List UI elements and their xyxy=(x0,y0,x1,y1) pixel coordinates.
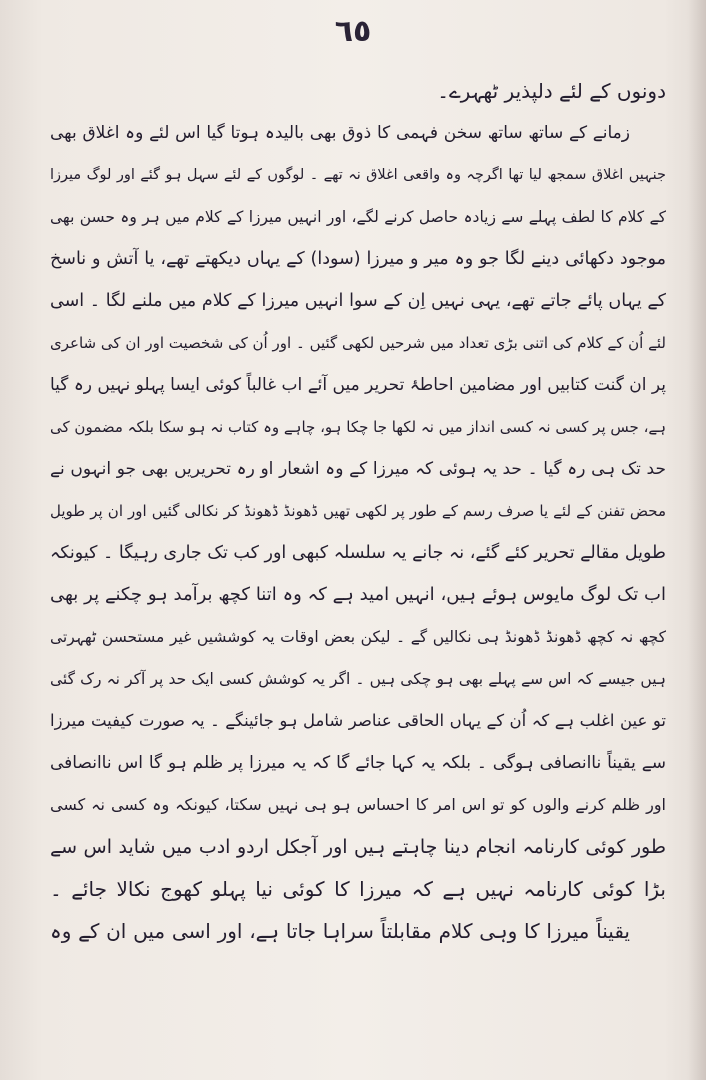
text-line: اب تک لوگ مایوس ہوئے ہیں، انہیں امید ہے کہ وہ اتنا کچھ برآمد ہو چکنے پر بھی xyxy=(50,584,666,605)
text-line: کے یہاں پائے جاتے تھے، یہی نہیں اِن کے سوا انہیں میرزا کے کلام میں ملنے لگا ۔ اسی xyxy=(50,291,666,311)
text-line: طور کوئی کارنامہ انجام دینا چاہتے ہیں اور آجکل اردو ادب میں شاید اس سے xyxy=(50,836,666,858)
text-line: لئے اُن کے کلام کی اتنی بڑی تعداد میں شرحیں لکھی گئیں ۔ اور اُن کی شخصیت اور ان کی شاعری xyxy=(50,334,666,352)
text-line: طویل مقالے تحریر کئے گئے، نہ جانے یہ سلسلہ کبھی اور کب تک جاری رہیگا ۔ کیونکہ xyxy=(50,543,666,563)
text-line: کے کلام کا لطف پہلے سے زیادہ حاصل کرنے لگے، اور انہیں میرزا کے کلام میں ہر وہ حسن بھی xyxy=(50,208,666,226)
text-line: ہیں جیسے کہ اس سے پہلے بھی ہو چکی ہیں ۔ اگر یہ کوشش کسی ایک حد پر آکر نہ رک گئی xyxy=(50,670,666,688)
text-line: بڑا کوئی کارنامہ نہیں ہے کہ میرزا کا کوئی نیا پہلو کھوج نکالا جائے ۔ xyxy=(50,877,666,901)
text-line: اور ظلم کرنے والوں کو تو اس امر کا احساس ہو ہی نہیں سکتا، کیونکہ وہ کسی نہ کسی xyxy=(50,795,666,814)
text-line: یقیناً میرزا کا وہی کلام مقابلتاً سراہا جاتا ہے، اور اسی میں ان کے وہ xyxy=(50,919,630,943)
text-line: حد تک ہی رہ گیا ۔ حد یہ ہوئی کہ میرزا کے وہ اشعار او رہ تحریریں بھی جو انہوں نے xyxy=(50,459,666,479)
text-line: کچھ نہ کچھ ڈھونڈ ڈھونڈ ہی نکالیں گے ۔ لیکن بعض اوقات یہ کوششیں غیر مستحسن ٹھہرتی xyxy=(50,628,666,646)
text-body xyxy=(50,70,666,952)
text-line: دونوں کے لئے دلپذیر ٹھہرے۔ xyxy=(437,79,666,103)
page-number: ٦٥ xyxy=(334,14,372,49)
text-line: سے یقیناً ناانصافی ہوگی ۔ بلکہ یہ کہا جائے گا کہ یہ میرزا پر ظلم ہو گا اس ناانصافی xyxy=(50,753,666,773)
text-line: تو عین اغلب ہے کہ اُن کے یہاں الحاقی عناصر شامل ہو جائینگے ۔ یہ صورت کیفیت میرزا xyxy=(50,711,666,730)
text-line: ہے، جس پر کسی نہ کسی انداز میں نہ لکھا جا چکا ہو، چاہے وہ کتاب نہ ہو سکا بلکہ مضمون کی xyxy=(50,418,666,436)
text-line: موجود دکھائی دینے لگا جو وہ میر و میرزا (سودا) کے یہاں دیکھتے تھے، یا آتش و ناسخ xyxy=(50,249,666,269)
text-line: محض تفنن کے لئے یا صرف رسم کے طور پر لکھی تھیں ڈھونڈ ڈھونڈ کر نکالی گئیں اور ان پر طویل xyxy=(50,502,666,520)
text-line: جنہیں اغلاق سمجھ لیا تھا اگرچہ وہ واقعی اغلاق نہ تھے ۔ لوگوں کے لئے سہل ہو گئے اور لوگ میرزا xyxy=(50,167,666,183)
text-line: زمانے کے ساتھ ساتھ سخن فہمی کا ذوق بھی بالیدہ ہوتا گیا اس لئے وہ اغلاق بھی xyxy=(50,123,630,143)
page-edge-shadow xyxy=(688,0,706,1080)
text-line: پر ان گنت کتابیں اور مضامین احاطۂ تحریر میں آئے اب غالباً کوئی ایسا پہلو نہیں رہ گیا xyxy=(50,375,666,395)
